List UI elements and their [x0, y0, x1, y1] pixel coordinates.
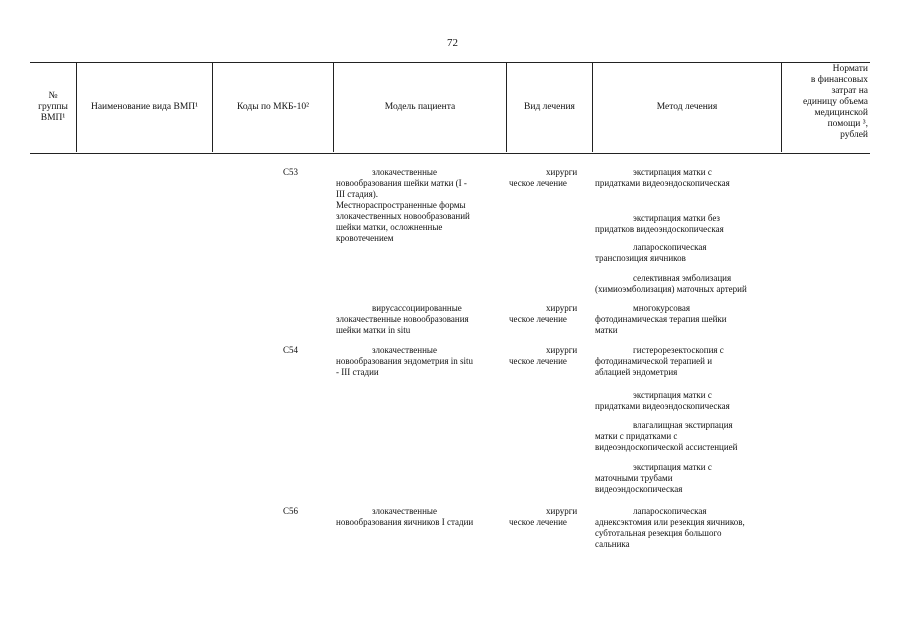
treatment-type-line: хирурги — [546, 303, 578, 313]
patient-model-line: злокачественные — [372, 167, 437, 177]
page-number: 72 — [447, 37, 458, 49]
patient-model-line: кровотечением — [336, 233, 394, 243]
treatment-method-line: сальника — [595, 539, 630, 549]
header-treatment-type: Вид лечения — [524, 101, 575, 112]
header-icd-codes: Коды по МКБ-10² — [237, 101, 309, 112]
patient-model-line: шейки матки, осложненные — [336, 222, 443, 232]
icd-code-c54: С54 — [283, 345, 299, 355]
header-financial-norm: Нормати в финансовых затрат на единицу объема медицинской помощи ³, рублей — [802, 64, 868, 140]
treatment-type-line: ческое лечение — [509, 178, 567, 188]
treatment-type-line: ческое лечение — [509, 517, 567, 527]
treatment-method-line: селективная эмболизация — [633, 273, 732, 283]
patient-model-line: злокачественных новообразований — [336, 211, 470, 221]
treatment-type-line: хирурги — [546, 167, 578, 177]
patient-model-line: злокачественные — [372, 345, 437, 355]
patient-model-line: злокачественные новообразования — [336, 314, 469, 324]
patient-model-line: новообразования шейки матки (I - — [336, 178, 467, 188]
treatment-method-line: лапароскопическая — [633, 242, 707, 252]
treatment-method-line: фотодинамической терапией и — [595, 356, 713, 366]
patient-model-line: новообразования яичников I стадии — [336, 517, 474, 527]
treatment-method-line: экстирпация матки с — [633, 167, 712, 177]
treatment-method-line: придатков видеоэндоскопическая — [595, 224, 724, 234]
patient-model-line: III стадия). — [336, 189, 379, 199]
icd-code-c56: С56 — [283, 506, 299, 516]
treatment-method-line: аблацией эндометрия — [595, 367, 678, 377]
treatment-method-line: влагалищная экстирпация — [633, 420, 733, 430]
treatment-method-line: экстирпация матки с — [633, 462, 712, 472]
patient-model-line: новообразования эндометрия in situ — [336, 356, 474, 366]
treatment-method-line: экстирпация матки с — [633, 390, 712, 400]
patient-model-line: шейки матки in situ — [336, 325, 411, 335]
treatment-type-line: хирурги — [546, 506, 578, 516]
treatment-method-line: аднексэктомия или резекция яичников, — [595, 517, 745, 527]
treatment-method-line: придатками видеоэндоскопическая — [595, 401, 730, 411]
treatment-method-line: транспозиция яичников — [595, 253, 686, 263]
treatment-method-line: многокурсовая — [633, 303, 690, 313]
treatment-type-line: хирурги — [546, 345, 578, 355]
treatment-method-line: гистерорезектоскопия с — [633, 345, 724, 355]
treatment-method-line: фотодинамическая терапия шейки — [595, 314, 727, 324]
icd-code-c53: С53 — [283, 167, 299, 177]
treatment-method-line: маточными трубами — [595, 473, 673, 483]
treatment-type-line: ческое лечение — [509, 314, 567, 324]
header-treatment-method: Метод лечения — [656, 101, 718, 112]
treatment-method-line: (химиоэмболизация) маточных артерий — [595, 284, 747, 294]
treatment-method-line: субтотальная резекция большого — [595, 528, 722, 538]
treatment-type-line: ческое лечение — [509, 356, 567, 366]
patient-model-line: - III стадии — [336, 367, 379, 377]
patient-model-line: злокачественные — [372, 506, 437, 516]
treatment-method-line: видеоэндоскопическая — [595, 484, 683, 494]
header-group-number: № группы ВМП¹ — [38, 90, 68, 123]
patient-model-line: вирусассоциированные — [372, 303, 462, 313]
treatment-method-line: матки с придатками с — [595, 431, 678, 441]
header-vmp-name: Наименование вида ВМП¹ — [90, 101, 199, 112]
treatment-method-line: лапароскопическая — [633, 506, 707, 516]
header-patient-model: Модель пациента — [384, 101, 456, 112]
treatment-method-line: видеоэндоскопической ассистенцией — [595, 442, 738, 452]
treatment-method-line: матки — [595, 325, 618, 335]
treatment-method-line: придатками видеоэндоскопическая — [595, 178, 730, 188]
treatment-method-line: экстирпация матки без — [633, 213, 720, 223]
patient-model-line: Местнораспространенные формы — [336, 200, 466, 210]
